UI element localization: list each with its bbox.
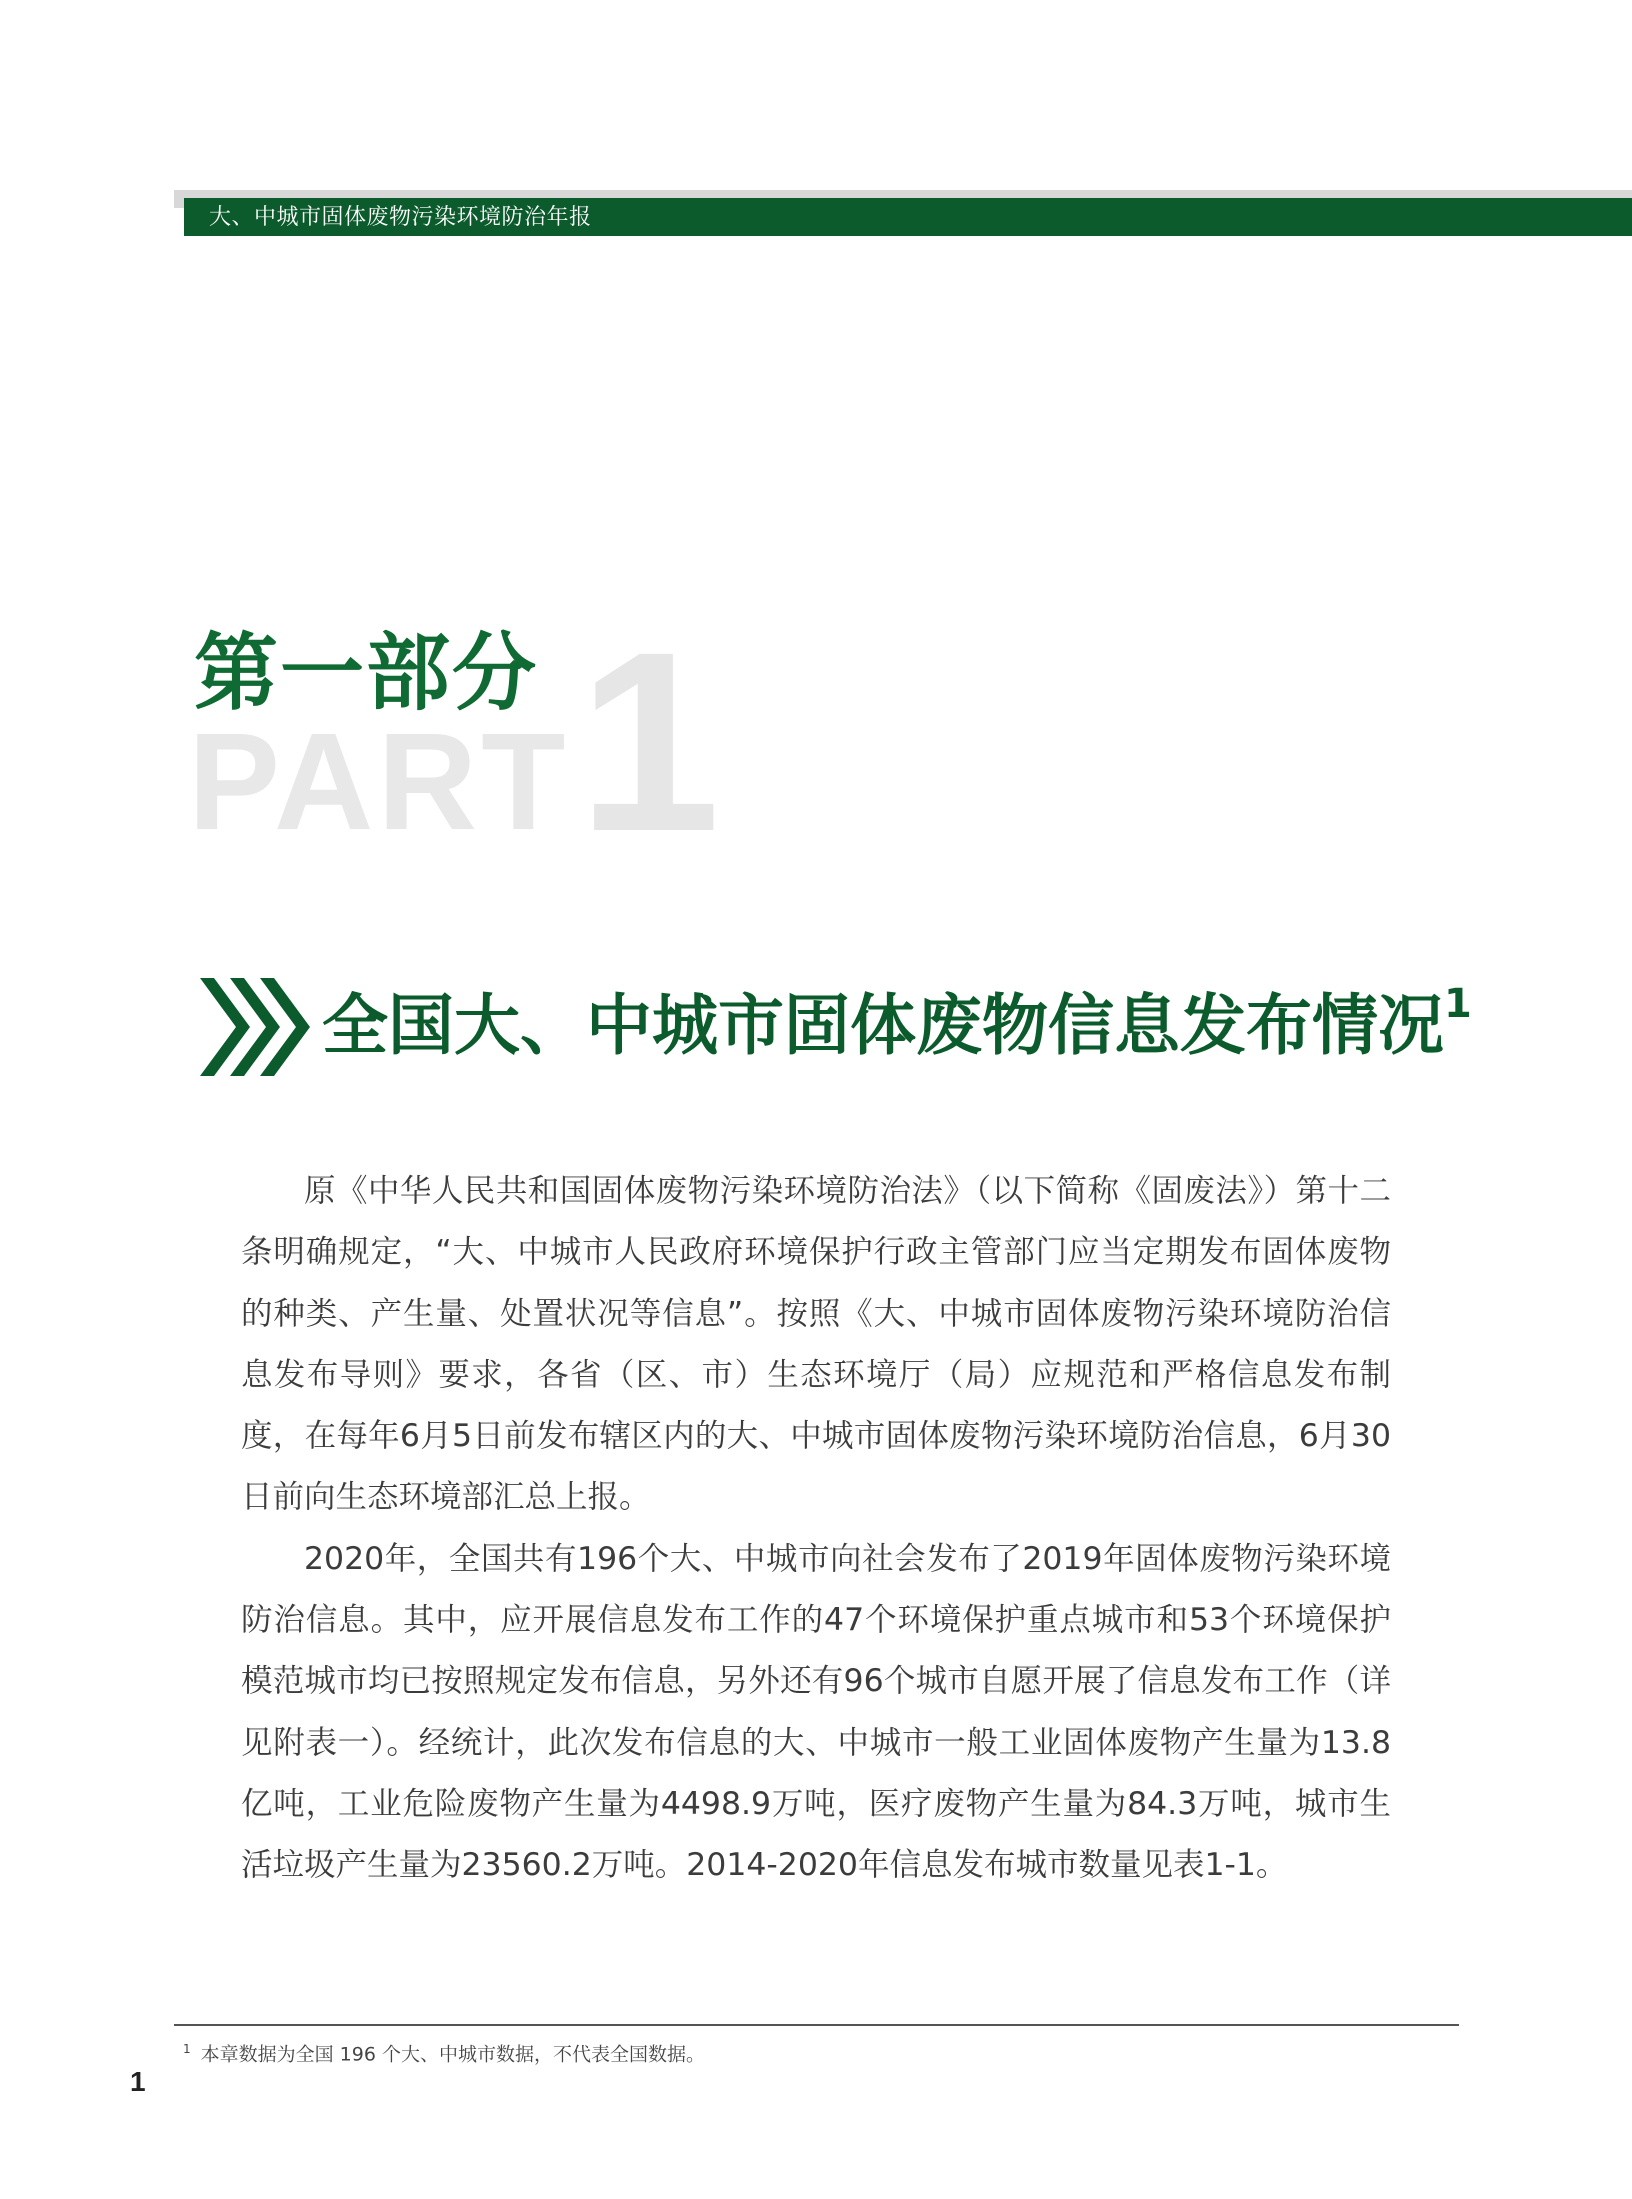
triple-chevron-right-icon: [200, 978, 314, 1076]
body-text: [241, 1161, 1391, 1897]
footnote: [183, 2036, 705, 2067]
part-label-en: PART: [188, 705, 570, 859]
footnote-divider: [174, 2024, 1459, 2026]
report-title: 大、中城市固体废物污染环境防治年报: [209, 205, 592, 230]
footnote-text: 本章数据为全国 196 个大、中城市数据，不代表全国数据。: [200, 2043, 705, 2066]
part-number: 1: [578, 599, 721, 885]
section-title: [322, 982, 1472, 1070]
footnote-marker: 1: [183, 2042, 191, 2056]
paragraph-1: 原《中华人民共和国固体废物污染环境防治法》（以下简称《固废法》）第十二条明确规定，“大、中城市人民政府环境保护行政主管部门应当定期发布固体废物的种类、产生量、处置状况等信息”。按照《大、中城市固体废物污染环境防治信息发布导则》要求，各省（区、市）生态环境厅（局）应规范和严格信息发布制度，在每年6月5日前发布辖区内的大、中城市固体废物污染环境防治信息，6月30日前向生态环境部汇总上报。: [241, 1173, 1391, 1516]
footnote-reference: 1: [1444, 981, 1472, 1027]
section-title-text: 全国大、中城市固体废物信息发布情况: [322, 987, 1444, 1064]
part-title: 第一部分: [194, 624, 539, 722]
page-number: 1: [130, 2066, 146, 2097]
paragraph-2: 2020年，全国共有196个大、中城市向社会发布了2019年固体废物污染环境防治信息。其中，应开展信息发布工作的47个环境保护重点城市和53个环境保护模范城市均已按照规定发布信息，另外还有96个城市自愿开展了信息发布工作（详见附表一）。经统计，此次发布信息的大、中城市一般工业固体废物产生量为13.8亿吨，工业危险废物产生量为4498.9万吨，医疗废物产生量为84.3万吨，城市生活垃圾产生量为23560.2万吨。2014-2020年信息发布城市数量见表1-1。: [241, 1540, 1391, 1884]
